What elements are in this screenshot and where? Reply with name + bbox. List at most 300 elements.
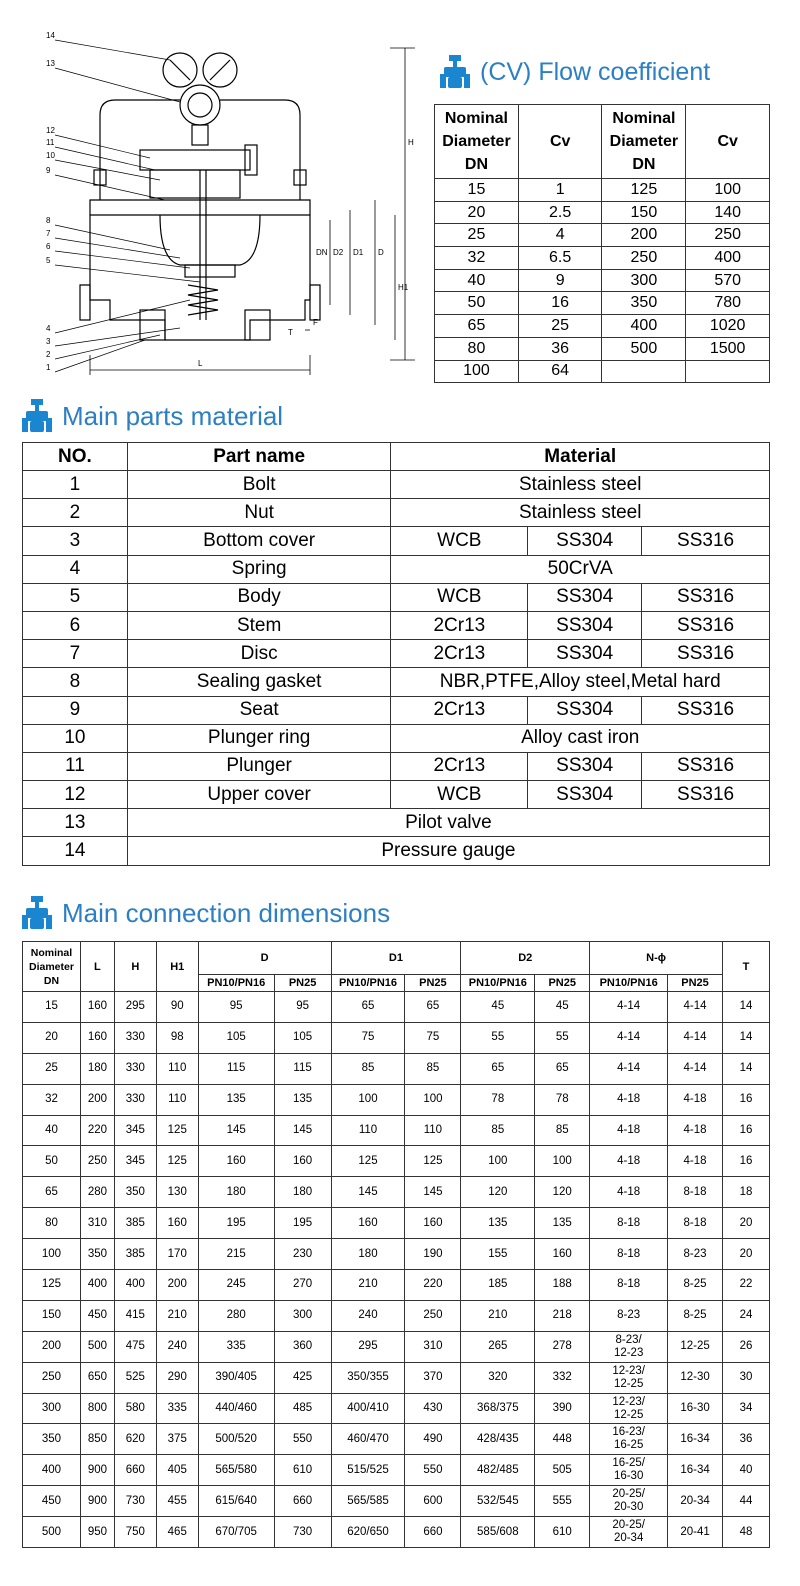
parts-cell-part: Spring: [127, 555, 391, 583]
dims-cell: 450: [23, 1486, 81, 1517]
cv-row: [435, 292, 770, 315]
dims-cell: 8-18: [590, 1239, 668, 1270]
dims-cell: 280: [80, 1177, 114, 1208]
dims-cell: 350: [80, 1239, 114, 1270]
dims-cell: 100: [461, 1146, 535, 1177]
dims-cell: 20-25/ 20-30: [590, 1486, 668, 1517]
dims-cell: 125: [156, 1115, 198, 1146]
dim-label-t: T: [288, 328, 293, 337]
dims-cell: 345: [114, 1115, 156, 1146]
dims-cell: 500/520: [198, 1424, 274, 1455]
dims-section-heading: [22, 893, 390, 933]
dim-label-h1: H1: [398, 283, 409, 292]
dims-cell: 610: [535, 1517, 590, 1548]
dims-cell: 4-18: [668, 1084, 723, 1115]
dims-cell: 430: [405, 1393, 461, 1424]
dims-cell: 240: [156, 1331, 198, 1362]
dims-cell: 200: [23, 1331, 81, 1362]
cv-row: [435, 224, 770, 247]
cv-cell-dn: [602, 360, 686, 383]
parts-row: [23, 724, 770, 752]
dims-cell: 120: [461, 1177, 535, 1208]
cv-row: [435, 247, 770, 270]
dims-cell: 170: [156, 1239, 198, 1270]
dims-cell: 4-18: [668, 1146, 723, 1177]
dims-cell: 565/580: [198, 1455, 274, 1486]
cv-row: [435, 315, 770, 338]
dims-cell: 125: [156, 1146, 198, 1177]
parts-cell-material: 2Cr13: [391, 696, 528, 724]
dims-cell: 135: [198, 1084, 274, 1115]
parts-row: [23, 471, 770, 499]
parts-cell-part: Sealing gasket: [127, 668, 391, 696]
cv-cell-cv: 250: [686, 224, 770, 247]
dims-cell: 460/470: [331, 1424, 405, 1455]
dims-cell: 290: [156, 1362, 198, 1393]
valve-icon: [22, 398, 52, 434]
dims-cell: 160: [405, 1208, 461, 1239]
dims-cell: 145: [405, 1177, 461, 1208]
dims-cell: 448: [535, 1424, 590, 1455]
cv-cell-cv: 100: [686, 179, 770, 202]
cv-cell-dn: 300: [602, 269, 686, 292]
cv-cell-dn: 125: [602, 179, 686, 202]
cv-row: [435, 337, 770, 360]
dims-cell: 4-14: [590, 1022, 668, 1053]
parts-cell-part: Bolt: [127, 471, 391, 499]
dims-cell: 80: [23, 1208, 81, 1239]
dims-cell: 350/355: [331, 1362, 405, 1393]
dims-cell: 600: [405, 1486, 461, 1517]
parts-cell-material: SS316: [642, 752, 770, 780]
dims-cell: 8-23: [668, 1239, 723, 1270]
dims-cell: 500: [23, 1517, 81, 1548]
dims-cell: 8-18: [668, 1177, 723, 1208]
dims-cell: 45: [535, 992, 590, 1023]
dims-section-title: Main connection dimensions: [62, 897, 391, 928]
parts-cell-part: Seat: [127, 696, 391, 724]
dims-cell: 385: [114, 1239, 156, 1270]
dims-cell: 160: [535, 1239, 590, 1270]
callout-12: 12: [46, 126, 55, 135]
dims-cell: 130: [156, 1177, 198, 1208]
callout-6: 6: [46, 242, 51, 251]
dims-cell: 230: [274, 1239, 331, 1270]
dims-cell: 390: [535, 1393, 590, 1424]
dims-row: [23, 992, 770, 1023]
cv-cell-dn: 40: [435, 269, 519, 292]
cv-cell-cv: 570: [686, 269, 770, 292]
dims-cell: 385: [114, 1208, 156, 1239]
dims-cell: 155: [461, 1239, 535, 1270]
dims-cell: 18: [723, 1177, 770, 1208]
parts-row: [23, 781, 770, 809]
dims-cell: 620: [114, 1424, 156, 1455]
callout-11: 11: [46, 138, 55, 147]
dims-row: [23, 1300, 770, 1331]
cv-cell-dn: 150: [602, 201, 686, 224]
dims-cell: 8-25: [668, 1270, 723, 1301]
dims-cell: 65: [405, 992, 461, 1023]
dims-cell: 330: [114, 1084, 156, 1115]
dims-subheader-pn25: PN25: [405, 975, 461, 992]
dims-cell: 55: [535, 1022, 590, 1053]
dims-cell: 48: [723, 1517, 770, 1548]
cv-cell-cv: 140: [686, 201, 770, 224]
dims-cell: 400: [80, 1270, 114, 1301]
dims-cell: 100: [535, 1146, 590, 1177]
cv-row: [435, 179, 770, 202]
dims-cell: 125: [405, 1146, 461, 1177]
parts-cell-no: 13: [23, 809, 128, 837]
cv-header-dn: Nominal Diameter DN: [435, 105, 519, 179]
cv-cell-cv: 1500: [686, 337, 770, 360]
parts-cell-no: 14: [23, 837, 128, 865]
dims-cell: 45: [461, 992, 535, 1023]
callout-4: 4: [46, 324, 51, 333]
dims-subheader-pn25: PN25: [668, 975, 723, 992]
dims-cell: 565/585: [331, 1486, 405, 1517]
callout-5: 5: [46, 256, 51, 265]
parts-cell-material: SS316: [642, 583, 770, 611]
parts-row: [23, 583, 770, 611]
dims-cell: 615/640: [198, 1486, 274, 1517]
parts-row: [23, 611, 770, 639]
dims-cell: 15: [23, 992, 81, 1023]
cv-header-dn: Nominal Diameter DN: [602, 105, 686, 179]
dims-cell: 120: [535, 1177, 590, 1208]
dims-cell: 110: [156, 1053, 198, 1084]
dims-cell: 245: [198, 1270, 274, 1301]
dims-cell: 100: [23, 1239, 81, 1270]
valve-technical-drawing: [10, 20, 430, 380]
cv-cell-cv: 36: [518, 337, 602, 360]
dims-cell: 180: [80, 1053, 114, 1084]
dims-cell: 730: [114, 1486, 156, 1517]
parts-row: [23, 696, 770, 724]
dims-cell: 12-30: [668, 1362, 723, 1393]
dims-cell: 180: [274, 1177, 331, 1208]
cv-cell-cv: 6.5: [518, 247, 602, 270]
dims-subheader-pn25: PN25: [274, 975, 331, 992]
cv-cell-cv: 16: [518, 292, 602, 315]
dims-cell: 110: [156, 1084, 198, 1115]
dims-cell: 900: [80, 1455, 114, 1486]
dims-row: [23, 1362, 770, 1393]
dims-row: [23, 1331, 770, 1362]
dims-cell: 210: [461, 1300, 535, 1331]
dims-cell: 345: [114, 1146, 156, 1177]
dims-cell: 100: [405, 1084, 461, 1115]
parts-cell-part: Bottom cover: [127, 527, 391, 555]
dims-cell: 900: [80, 1486, 114, 1517]
cv-cell-dn: 350: [602, 292, 686, 315]
dims-cell: 145: [274, 1115, 331, 1146]
dims-cell: 4-14: [590, 992, 668, 1023]
dims-cell: 160: [156, 1208, 198, 1239]
dims-cell: 250: [405, 1300, 461, 1331]
dims-cell: 160: [331, 1208, 405, 1239]
cv-header-row: [435, 105, 770, 179]
dims-cell: 220: [405, 1270, 461, 1301]
dims-cell: 532/545: [461, 1486, 535, 1517]
dims-cell: 428/435: [461, 1424, 535, 1455]
dims-cell: 580: [114, 1393, 156, 1424]
dims-header-row: [23, 942, 770, 975]
dims-cell: 405: [156, 1455, 198, 1486]
parts-cell-part: Disc: [127, 640, 391, 668]
parts-material-table: [22, 442, 770, 866]
dims-cell: 4-18: [590, 1177, 668, 1208]
cv-cell-cv: 4: [518, 224, 602, 247]
dims-cell: 12-23/ 12-25: [590, 1362, 668, 1393]
dims-cell: 335: [156, 1393, 198, 1424]
dims-cell: 85: [331, 1053, 405, 1084]
dims-subheader-pn1016: PN10/PN16: [331, 975, 405, 992]
cv-cell-dn: 25: [435, 224, 519, 247]
dims-cell: 400/410: [331, 1393, 405, 1424]
dims-cell: 12-23/ 12-25: [590, 1393, 668, 1424]
parts-cell-no: 1: [23, 471, 128, 499]
dims-cell: 78: [535, 1084, 590, 1115]
dims-cell: 14: [723, 992, 770, 1023]
dims-row: [23, 1424, 770, 1455]
dims-cell: 75: [405, 1022, 461, 1053]
dims-cell: 100: [331, 1084, 405, 1115]
parts-cell-material: 2Cr13: [391, 611, 528, 639]
dims-cell: 14: [723, 1022, 770, 1053]
parts-row: [23, 527, 770, 555]
valve-icon: [440, 54, 470, 90]
valve-icon: [22, 895, 52, 931]
cv-cell-dn: 15: [435, 179, 519, 202]
parts-cell-no: 10: [23, 724, 128, 752]
dims-cell: 4-18: [668, 1115, 723, 1146]
cv-row: [435, 360, 770, 383]
dims-row: [23, 1177, 770, 1208]
dims-row: [23, 1455, 770, 1486]
dims-cell: 150: [23, 1300, 81, 1331]
parts-cell-no: 5: [23, 583, 128, 611]
parts-row: [23, 640, 770, 668]
dims-cell: 515/525: [331, 1455, 405, 1486]
cv-cell-dn: 50: [435, 292, 519, 315]
dims-cell: 65: [331, 992, 405, 1023]
cv-cell-cv: 2.5: [518, 201, 602, 224]
dims-cell: 26: [723, 1331, 770, 1362]
dims-cell: 36: [723, 1424, 770, 1455]
dims-row: [23, 1517, 770, 1548]
dim-label-d1: D1: [353, 248, 364, 257]
dims-cell: 250: [80, 1146, 114, 1177]
callout-2: 2: [46, 350, 51, 359]
dims-cell: 550: [405, 1455, 461, 1486]
parts-cell-part: Plunger: [127, 752, 391, 780]
dims-cell: 30: [723, 1362, 770, 1393]
dims-subheader-pn1016: PN10/PN16: [590, 975, 668, 992]
dims-cell: 550: [274, 1424, 331, 1455]
dim-label-f: F: [313, 318, 318, 327]
dims-header-d: D: [198, 942, 331, 975]
callout-1: 1: [46, 363, 51, 372]
cv-cell-dn: 32: [435, 247, 519, 270]
parts-cell-no: 11: [23, 752, 128, 780]
dims-cell: 20-25/ 20-34: [590, 1517, 668, 1548]
cv-cell-dn: 500: [602, 337, 686, 360]
dims-cell: 660: [114, 1455, 156, 1486]
dim-label-dn: DN: [316, 248, 328, 257]
dims-cell: 4-14: [668, 1053, 723, 1084]
parts-row: [23, 668, 770, 696]
dims-cell: 16: [723, 1115, 770, 1146]
dims-cell: 350: [23, 1424, 81, 1455]
parts-cell-material: 2Cr13: [391, 640, 528, 668]
dims-cell: 300: [274, 1300, 331, 1331]
dims-cell: 850: [80, 1424, 114, 1455]
dims-cell: 16-30: [668, 1393, 723, 1424]
dims-cell: 20: [723, 1208, 770, 1239]
cv-cell-dn: 250: [602, 247, 686, 270]
cv-cell-dn: 80: [435, 337, 519, 360]
dims-cell: 500: [80, 1331, 114, 1362]
dims-header-t: T: [723, 942, 770, 992]
parts-cell-material: WCB: [391, 781, 528, 809]
parts-section-heading: [22, 396, 283, 436]
dims-cell: 4-18: [590, 1084, 668, 1115]
dims-cell: 400: [114, 1270, 156, 1301]
dims-row: [23, 1084, 770, 1115]
dims-cell: 415: [114, 1300, 156, 1331]
dims-cell: 730: [274, 1517, 331, 1548]
dims-cell: 16-34: [668, 1424, 723, 1455]
dims-cell: 14: [723, 1053, 770, 1084]
dims-cell: 4-14: [668, 992, 723, 1023]
dims-cell: 218: [535, 1300, 590, 1331]
dims-cell: 85: [405, 1053, 461, 1084]
dims-cell: 425: [274, 1362, 331, 1393]
cv-row: [435, 201, 770, 224]
dims-cell: 20-34: [668, 1486, 723, 1517]
parts-row: [23, 499, 770, 527]
dims-header-h: H: [114, 942, 156, 992]
dims-cell: 310: [405, 1331, 461, 1362]
parts-cell-material: SS304: [528, 781, 642, 809]
dims-cell: 115: [274, 1053, 331, 1084]
dims-cell: 670/705: [198, 1517, 274, 1548]
parts-cell-material: SS316: [642, 611, 770, 639]
dims-cell: 330: [114, 1053, 156, 1084]
callout-14: 14: [46, 31, 55, 40]
dims-cell: 160: [198, 1146, 274, 1177]
callout-8: 8: [46, 216, 51, 225]
parts-cell-material: SS304: [528, 696, 642, 724]
parts-cell-material: SS304: [528, 611, 642, 639]
dims-cell: 125: [331, 1146, 405, 1177]
dims-cell: 44: [723, 1486, 770, 1517]
cv-cell-dn: 200: [602, 224, 686, 247]
dims-cell: 180: [198, 1177, 274, 1208]
cv-cell-cv: 780: [686, 292, 770, 315]
dim-label-l: L: [198, 359, 203, 368]
parts-cell-material: SS316: [642, 640, 770, 668]
cv-cell-cv: 1: [518, 179, 602, 202]
dims-cell: 220: [80, 1115, 114, 1146]
dims-cell: 34: [723, 1393, 770, 1424]
dims-cell: 16: [723, 1084, 770, 1115]
dims-cell: 450: [80, 1300, 114, 1331]
dim-label-h: H: [408, 138, 414, 147]
parts-cell-part: Body: [127, 583, 391, 611]
dims-cell: 50: [23, 1146, 81, 1177]
dims-cell: 210: [156, 1300, 198, 1331]
parts-row: [23, 555, 770, 583]
dims-cell: 95: [198, 992, 274, 1023]
dims-cell: 188: [535, 1270, 590, 1301]
dims-cell: 190: [405, 1239, 461, 1270]
dims-subheader-pn25: PN25: [535, 975, 590, 992]
parts-cell-part: Pilot valve: [127, 809, 769, 837]
cv-cell-cv: 9: [518, 269, 602, 292]
dims-cell: 145: [331, 1177, 405, 1208]
dims-cell: 180: [331, 1239, 405, 1270]
parts-cell-material: 50CrVA: [391, 555, 770, 583]
dims-cell: 335: [198, 1331, 274, 1362]
cv-cell-cv: 1020: [686, 315, 770, 338]
dims-cell: 135: [535, 1208, 590, 1239]
dims-cell: 185: [461, 1270, 535, 1301]
dims-cell: 65: [461, 1053, 535, 1084]
dims-cell: 265: [461, 1331, 535, 1362]
dims-cell: 485: [274, 1393, 331, 1424]
dims-cell: 78: [461, 1084, 535, 1115]
dims-cell: 455: [156, 1486, 198, 1517]
cv-cell-dn: 400: [602, 315, 686, 338]
dims-cell: 200: [156, 1270, 198, 1301]
dims-cell: 85: [461, 1115, 535, 1146]
parts-cell-material: Alloy cast iron: [391, 724, 770, 752]
parts-header-row: [23, 443, 770, 471]
dims-cell: 16-25/ 16-30: [590, 1455, 668, 1486]
parts-cell-material: SS316: [642, 781, 770, 809]
parts-cell-material: SS316: [642, 696, 770, 724]
dims-cell: 650: [80, 1362, 114, 1393]
dims-cell: 368/375: [461, 1393, 535, 1424]
dims-header-d1: D1: [331, 942, 461, 975]
dims-cell: 24: [723, 1300, 770, 1331]
dims-cell: 32: [23, 1084, 81, 1115]
dims-cell: 160: [80, 992, 114, 1023]
dims-subheader-pn1016: PN10/PN16: [198, 975, 274, 992]
parts-cell-material: WCB: [391, 527, 528, 555]
dims-cell: 375: [156, 1424, 198, 1455]
dims-cell: 660: [274, 1486, 331, 1517]
cv-cell-dn: 100: [435, 360, 519, 383]
dims-cell: 465: [156, 1517, 198, 1548]
dims-cell: 16-34: [668, 1455, 723, 1486]
dims-cell: 16: [723, 1146, 770, 1177]
dims-cell: 360: [274, 1331, 331, 1362]
parts-cell-no: 12: [23, 781, 128, 809]
dims-header-h1: H1: [156, 942, 198, 992]
dims-row: [23, 1146, 770, 1177]
parts-row: [23, 752, 770, 780]
dims-cell: 135: [461, 1208, 535, 1239]
dims-cell: 8-25: [668, 1300, 723, 1331]
dims-subheader-pn1016: PN10/PN16: [461, 975, 535, 992]
dims-cell: 490: [405, 1424, 461, 1455]
parts-header-material: Material: [391, 443, 770, 471]
dims-cell: 195: [274, 1208, 331, 1239]
